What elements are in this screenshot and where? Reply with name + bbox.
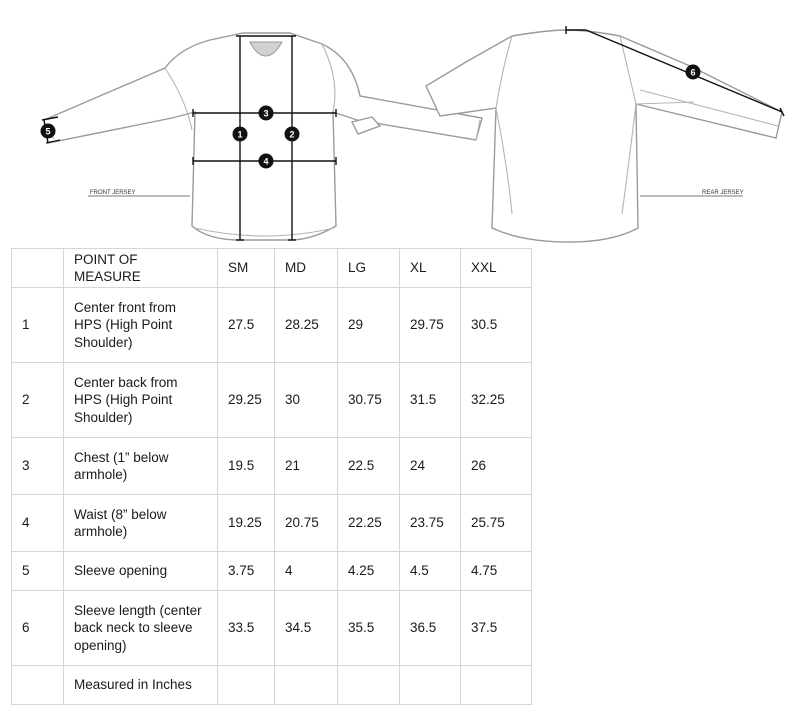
marker-2-badge xyxy=(285,127,300,142)
table-row xyxy=(12,552,532,591)
footer-number xyxy=(12,666,64,705)
row-measure-label: Center back from HPS (High Point Shoulder) xyxy=(64,363,218,438)
value-cell-lg: 22.5 xyxy=(338,438,400,495)
front-jersey-label: FRONT JERSEY xyxy=(90,190,136,196)
value-cell-sm: 27.5 xyxy=(218,288,275,363)
table-row xyxy=(12,288,532,363)
value-cell-xl: 31.5 xyxy=(400,363,461,438)
value-cell-md: 28.25 xyxy=(275,288,338,363)
value-cell-xxl: 26 xyxy=(461,438,532,495)
footer-cell-sm xyxy=(218,666,275,705)
value-cell-md: 21 xyxy=(275,438,338,495)
header-cell-lg: LG xyxy=(338,249,400,288)
svg-text:4: 4 xyxy=(263,156,269,167)
svg-text:2: 2 xyxy=(289,129,295,140)
header-cell-point-of-measure: POINT OF MEASURE xyxy=(64,249,218,288)
table-footer-row xyxy=(12,666,532,705)
value-cell-sm: 29.25 xyxy=(218,363,275,438)
rear-jersey-illustration xyxy=(354,30,782,242)
row-number: 1 xyxy=(12,288,64,363)
value-cell-lg: 35.5 xyxy=(338,591,400,666)
marker-3-badge xyxy=(259,106,274,121)
table-row xyxy=(12,591,532,666)
row-number: 5 xyxy=(12,552,64,591)
row-measure-label: Sleeve length (center back neck to sleeve opening) xyxy=(64,591,218,666)
row-measure-label: Center front from HPS (High Point Shoulder) xyxy=(64,288,218,363)
size-chart-table xyxy=(11,248,532,705)
header-cell-xl: XL xyxy=(400,249,461,288)
table-row xyxy=(12,495,532,552)
front-jersey-illustration xyxy=(44,33,482,240)
value-cell-xxl: 30.5 xyxy=(461,288,532,363)
svg-text:1: 1 xyxy=(237,129,243,140)
marker-5-badge xyxy=(41,124,56,139)
value-cell-lg: 29 xyxy=(338,288,400,363)
value-cell-xl: 24 xyxy=(400,438,461,495)
table-row xyxy=(12,363,532,438)
value-cell-xl: 4.5 xyxy=(400,552,461,591)
rear-jersey-label: REAR JERSEY xyxy=(702,190,744,196)
value-cell-xxl: 4.75 xyxy=(461,552,532,591)
marker-6-badge xyxy=(686,65,701,80)
row-measure-label: Sleeve opening xyxy=(64,552,218,591)
value-cell-xl: 23.75 xyxy=(400,495,461,552)
header-cell-number xyxy=(12,249,64,288)
marker-4-badge xyxy=(259,154,274,169)
value-cell-xxl: 25.75 xyxy=(461,495,532,552)
value-cell-xxl: 37.5 xyxy=(461,591,532,666)
footer-cell-lg xyxy=(338,666,400,705)
value-cell-xl: 36.5 xyxy=(400,591,461,666)
value-cell-md: 34.5 xyxy=(275,591,338,666)
value-cell-xxl: 32.25 xyxy=(461,363,532,438)
value-cell-lg: 4.25 xyxy=(338,552,400,591)
header-cell-md: MD xyxy=(275,249,338,288)
row-number: 2 xyxy=(12,363,64,438)
value-cell-md: 20.75 xyxy=(275,495,338,552)
svg-text:5: 5 xyxy=(45,126,51,137)
value-cell-sm: 3.75 xyxy=(218,552,275,591)
measured-in-inches-note: Measured in Inches xyxy=(64,666,218,705)
footer-cell-md xyxy=(275,666,338,705)
header-cell-xxl: XXL xyxy=(461,249,532,288)
row-number: 6 xyxy=(12,591,64,666)
value-cell-sm: 19.5 xyxy=(218,438,275,495)
svg-text:6: 6 xyxy=(690,67,696,78)
value-cell-xl: 29.75 xyxy=(400,288,461,363)
value-cell-md: 30 xyxy=(275,363,338,438)
header-cell-sm: SM xyxy=(218,249,275,288)
row-measure-label: Waist (8” below armhole) xyxy=(64,495,218,552)
table-row xyxy=(12,438,532,495)
value-cell-lg: 22.25 xyxy=(338,495,400,552)
value-cell-lg: 30.75 xyxy=(338,363,400,438)
row-measure-label: Chest (1” below armhole) xyxy=(64,438,218,495)
value-cell-sm: 19.25 xyxy=(218,495,275,552)
marker-1-badge xyxy=(233,127,248,142)
table-header-row xyxy=(12,249,532,288)
svg-text:3: 3 xyxy=(263,108,269,119)
row-number: 4 xyxy=(12,495,64,552)
footer-cell-xxl xyxy=(461,666,532,705)
jersey-measurement-diagram xyxy=(0,0,798,248)
value-cell-sm: 33.5 xyxy=(218,591,275,666)
value-cell-md: 4 xyxy=(275,552,338,591)
footer-cell-xl xyxy=(400,666,461,705)
row-number: 3 xyxy=(12,438,64,495)
